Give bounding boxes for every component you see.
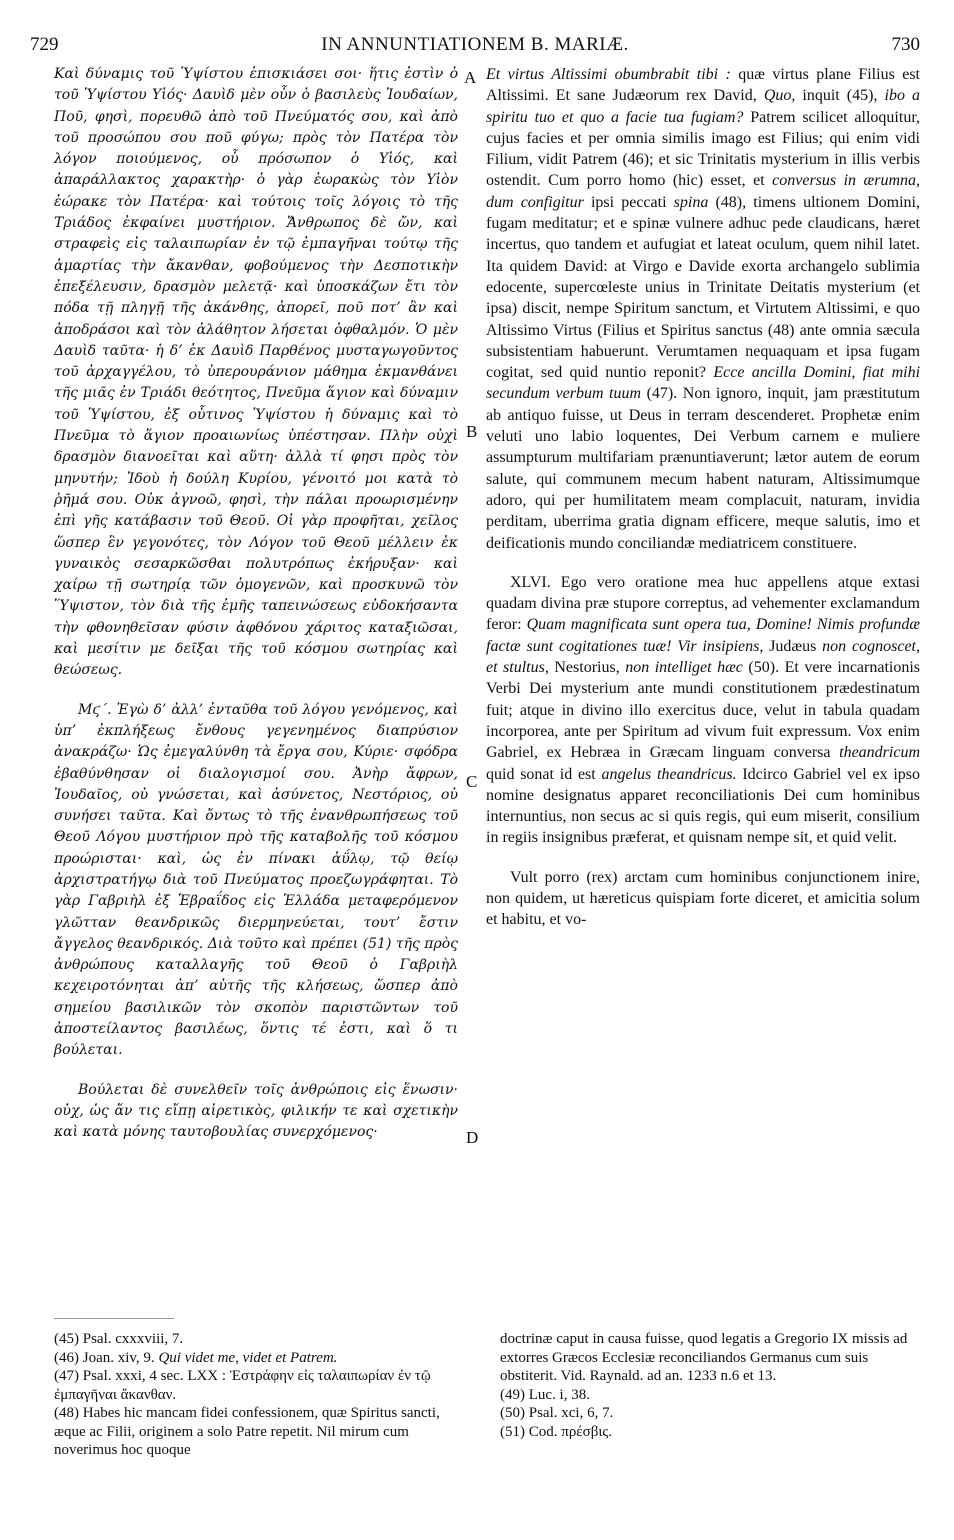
page-number-left: 729 (30, 34, 59, 55)
greek-paragraph-3: Βούλεται δὲ συνελθεῖν τοῖς ἀνθρώποις εἰς ἕνωσιν· οὐχ, ὡς ἄν τις εἴπῃ αἱρετικὸς, φιλικήν τε καὶ σχετικὴν καὶ κατὰ μόνης ταυτοβουλίας συνερχόμενος· (54, 1081, 458, 1141)
page-number-right: 730 (891, 34, 920, 55)
footnote-47: (47) Psal. xxxi, 4 sec. LXX : Ἐστράφην εἰς ταλαιπωρίαν ἐν τῷ ἐμπαγῆναι ἄκανθαν. (54, 1368, 431, 1403)
footnote-48: (48) Habes hic mancam fidei confessionem, quæ Spiritus sancti, æque ac Filii, originem a solo Patre repetit. Nil mirum cum noverimus hoc quoque (54, 1405, 440, 1458)
running-header (30, 30, 920, 60)
footnote-51: (51) Cod. πρέσβις. (500, 1423, 613, 1440)
footnote-rule (54, 1318, 174, 1319)
greek-paragraph-2: Μϛ΄. Ἐγὼ δ’ ἀλλ’ ἐνταῦθα τοῦ λόγου γενόμενος, καὶ ὑπ’ ἐκπλήξεως ἔνθους γεγενημένος διαπρύσιον ἀνακράζω· Ὡς ἐμεγαλύνθη τὰ ἔργα σου, Κύριε· σφόδρα ἐβαθύνθησαν οἱ διαλογισμοί σου. Ἀνὴρ ἄφρων, Ἰουδαῖος, οὐ γνώσεται, καὶ ἀσύνετος, Νεστόριος, οὐ συνήσει ταῦτα. Καὶ ὄντως τὸ τῆς ἐνανθρωπήσεως τοῦ Θεοῦ Λόγου μυστήριον πρὸ τῆς καταβολῆς τοῦ κόσμου προώρισται· καὶ, ὡς ἐν πίνακι ἀΰλῳ, τῷ θείῳ ἀρχιστρατήγῳ διὰ τοῦ Πνεύματος προεζωγράφηται. Τὸ γὰρ Γαβριὴλ ἐξ Ἑβραΐδος εἰς Ἑλλάδα μεταφερόμενον γλῶτταν θεανδρικῶς διερμηνεύεται, τουτ’ ἔστιν ἄγγελος θεανδρικός. Διὰ τοῦτο καὶ πρέπει (51) τῆς πρὸς ἀνθρώπους καταλλαγῆς τοῦ Θεοῦ ὁ Γαβριὴλ κεχειροτόνηται ἀπ’ αὐτῆς τῆς κλήσεως, ὥσπερ ἀπὸ σημείου βασιλικῶν τὸν σκοπὸν παριστῶντων τοῦ ἀποστείλαντος βασιλέως, ὅντις τέ ἐστι, καὶ ὅ τι βούλεται. (54, 701, 458, 1059)
footnote-49: (49) Luc. i, 38. (500, 1386, 590, 1403)
margin-marker-b: B (466, 422, 478, 441)
latin-column (486, 64, 920, 931)
latin-paragraph-3: Vult porro (rex) arctam cum hominibus conjunctionem inire, non quidem, ut hæreticus quispiam forte diceret, et amicitia solum et habitu, et vo- (486, 868, 920, 929)
footnotes-right (500, 1330, 920, 1441)
margin-marker-a: A (464, 68, 477, 87)
latin-paragraph-2: XLVI. Ego vero oratione mea huc appellens atque extasi quadam divina præ stupore correptus, ad vehementer exclamandum feror: Quam magnificata sunt opera tua, Domine! Nimis profundæ factæ sunt cogitationes tuæ! Vir insipiens, Judæus non cognoscet, et stultus, Nestorius, non intelliget hæc (50). Et vere incarnationis Verbi Dei mysterium ante mundi constitutionem prædestinatum fuit; atque in divino illo exercitus duce, velut in tabula quadam incorporea, ante per Spiritum ad vivum fuit expressum. Vox enim Gabriel, ex Hebræa in Græcam linguam conversa theandricum quid sonat id est angelus theandricus. Idcirco Gabriel vel ex ipso nomine designatus apparet reconciliationis Dei cum hominibus internuntius, non secus ac si quis regis, qui eum miserit, consilium in regiis insignibus præferat, et quisnam nempe sit, et quid velit. (486, 573, 921, 847)
footnote-45: (45) Psal. cxxxviii, 7. (54, 1331, 184, 1347)
greek-column (54, 64, 458, 1144)
margin-marker-d: D (466, 1128, 479, 1147)
footnote-46: (46) Joan. xiv, 9. Qui videt me, videt et Patrem. (54, 1349, 338, 1366)
footnotes-left (54, 1330, 458, 1460)
latin-quote: Et virtus Altissimi obumbrabit tibi : (486, 66, 731, 83)
page-title: IN ANNUNTIATIONEM B. MARIÆ. (321, 34, 629, 55)
latin-paragraph-1: Et virtus Altissimi obumbrabit tibi : quæ virtus plane Filius est Altissimi. Et sane Judæorum rex David, Quo, inquit (45), ibo a spiritu tuo et quo a facie tua fugiam? Patrem scilicet alloquitur, cujus facies et per omnia similis imago est Filius; qui enim vidi Filium, vidit Patrem (46); et sic Trinitatis mysterium in illis verbis ostendit. Cum porro homo (hic) esset, et conversus in ærumna, dum configitur ipsi peccati spina (48), timens ultionem Domini, fugam meditatur; et e spinæ vulnere adhuc pede claudicans, hæret incertus, quo tandem et aufugiat et lateat oculum, quem nihil latet. Ita quidem David: at Virgo e Davide exorta archangelo sublimia edocente, supercœleste unius in Trinitate Deitatis mysterium (et ipsa) discit, nempe Spiritum sanctum, et Virtutem Altissimi, e quo Altissimo Virtus (Filius et Spiritus sanctus (48) ante omnia sæcula subsistentiam habuerunt. Verumtamen nequaquam et ipsa fugam cogitat, sed quid nuntio reponit? Ecce ancilla Domini, fiat mihi secundum verbum tuum (47). Non ignoro, inquit, jam præstitutum ab antiquo fuisse, ut Deus in terram descenderet. Prophetæ enim veluti uno labio loquentes, Dei Verbum carnem e muliere assumpturum multifariam prænuntiaverunt; lætor autem de eorum salute, qui communem mecum habent naturam, Altissimumque adoro, qui per humilitatem meam complacuit, naturam, invidia perditam, uberrima gratia dignam efficere, meque salutis, imo et deificationis mundo conciliandæ mediatricem constituere. (486, 66, 921, 552)
footnote-48-continued: doctrinæ caput in causa fuisse, quod legatis a Gregorio IX missis ad extorres Græcos Ecclesiæ reconciliandos Germanus cum suis obstiterit. Vid. Raynald. ad an. 1233 n.6 et 13. (500, 1331, 908, 1384)
greek-paragraph-1: Καὶ δύναμις τοῦ Ὑψίστου ἐπισκιάσει σοι· ἥτις ἐστὶν ὁ τοῦ Ὑψίστου Υἱός· Δαυὶδ μὲν οὖν ὁ βασιλεὺς Ἰουδαίων, Ποῦ, φησὶ, πορευθῶ ἀπὸ τοῦ Πνεύματός σου, καὶ ἀπὸ τοῦ προσώπου σου ποῦ φύγω; πρὸς τὸν Πατέρα τὸν λόγον ποιούμενος, οὗ πρόσωπον ὁ Υἱός, καὶ ἀπαράλλακτος χαρακτὴρ· ὁ γὰρ ἑωρακὼς τὸν Υἱὸν ἑώρακε τὸν Πατέρα· καὶ τούτοις τοῖς λόγοις τὸ τῆς Τριάδος ἐκφαίνει μυστήριον. Ἄνθρωπος δὲ ὤν, καὶ στραφεὶς εἰς ταλαιπωρίαν ἐν τῷ ἐμπαγῆναι τούτῳ τῆς ἁμαρτίας τὴν ἄκανθαν, φοβούμενος τὴν Δεσποτικὴν ἐπεξέλευσιν, δρασμὸν μελετᾷ· καὶ ὑποσκάζων ἔτι τὸν πόδα τῇ πληγῇ τῆς ἀκάνθης, ἀπορεῖ, ποῦ ποτ’ ἂν καὶ ἀποδράσοι καὶ τὸν ἀλάθητον λήσεται ὀφθαλμόν. Ὁ μὲν Δαυὶδ ταῦτα· ἡ δ’ ἐκ Δαυὶδ Παρθένος μυσταγωγοῦντος τοῦ ἀρχαγγέλου, τὸ ὑπερουράνιον μάθημα ἐκμανθάνει τῆς μιᾶς ἐν Τριάδι θεότητος, Πνεῦμα ἅγιον καὶ δύναμιν τοῦ Ὑψίστου, ἐξ οὗτινος Ὑψίστου ἡ δύναμις καὶ τὸ Πνεῦμα τὸ ἅγιον προαιωνίως ὑπέστησαν. Πλὴν οὐχὶ δρασμὸν διανοεῖται καὶ αὕτη· ἀλλὰ τί φησι πρὸς τὸν μηνυτήν; Ἰδοὺ ἡ δούλη Κυρίου, γένοιτό μοι κατὰ τὸ ῥῆμά σου. Οὐκ ἀγνοῶ, φησὶ, τὴν πάλαι προωρισμένην ἐπὶ γῆς κατάβασιν τοῦ Θεοῦ. Οἱ γὰρ προφῆται, χεῖλος ὥσπερ ἓν γεγονότες, τὸν Λόγον τοῦ Θεοῦ μέλλειν ἐκ γυναικὸς σεσαρκῶσθαι πολυτρόπως ἐκήρυξαν· καὶ χαίρω τῇ σωτηρίᾳ τῶν ὁμογενῶν, καὶ προσκυνῶ τὸν Ὕψιστον, τὸν διὰ τῆς ἐμῆς ταπεινώσεως εὐδοκήσαντα τὴν φθονηθεῖσαν φύσιν ἀφθόνου χάριτος καταξιῶσαι, καὶ μεσίτιν με δεῖξαι τῆς τοῦ κόσμου σωτηρίας καὶ θεώσεως. (54, 66, 458, 679)
margin-marker-c: C (466, 772, 478, 791)
footnote-50: (50) Psal. xci, 6, 7. (500, 1405, 614, 1421)
